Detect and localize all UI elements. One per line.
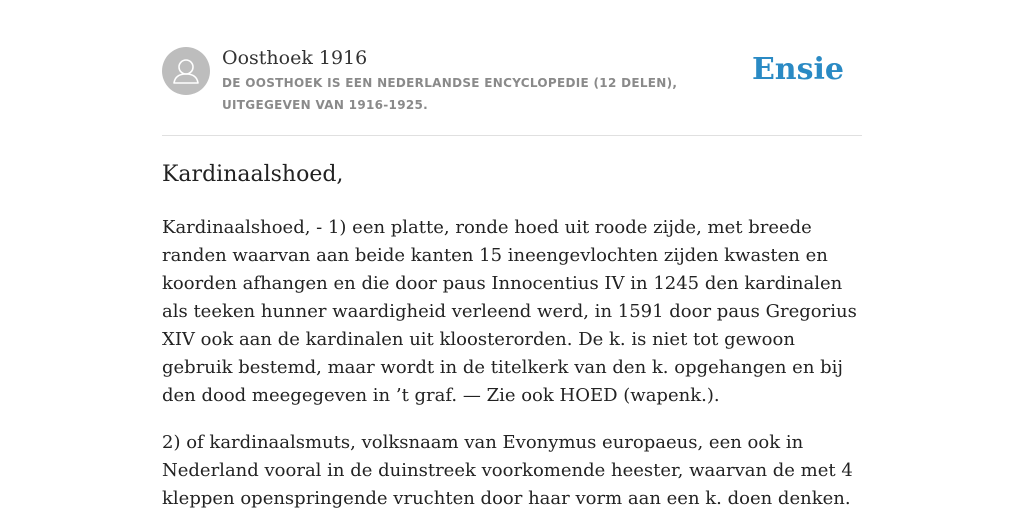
header-divider <box>162 135 862 136</box>
source-description: DE OOSTHOEK IS EEN NEDERLANDSE ENCYCLOPEDIE (12 DELEN), UITGEGEVEN VAN 1916-1925. <box>222 76 678 112</box>
user-icon <box>162 47 210 95</box>
entry-content <box>162 158 862 512</box>
entry-paragraph: Kardinaalshoed, - 1) een platte, ronde hoed uit roode zijde, met breede randen waarvan aan beide kanten 15 ineengevlochten zijden kwasten en koorden afhangen en die door paus Innocentius IV in 1245 den kardinalen als teeken hunner waardigheid verleend werd, in 1591 door paus Gregorius XIV ook aan de kardinalen uit kloosterorden. De k. is niet tot gewoon gebruik bestemd, maar wordt in de titelkerk van den k. opgehangen en bij den dood meegegeven in ’t graf. — Zie ook HOED (wapenk.). <box>162 217 857 406</box>
source-title[interactable]: Oosthoek 1916 <box>222 47 368 69</box>
avatar[interactable] <box>162 47 210 95</box>
ensie-logo[interactable]: Ensie <box>751 52 844 87</box>
entry-title: Kardinaalshoed, <box>162 162 344 187</box>
entry-paragraph: 2) of kardinaalsmuts, volksnaam van Evonymus europaeus, een ook in Nederland vooral in de duinstreek voorkomende heester, waarvan de met 4 kleppen openspringende vruchten door haar vorm aan een k. doen denken. <box>162 432 853 509</box>
source-header <box>162 46 862 118</box>
